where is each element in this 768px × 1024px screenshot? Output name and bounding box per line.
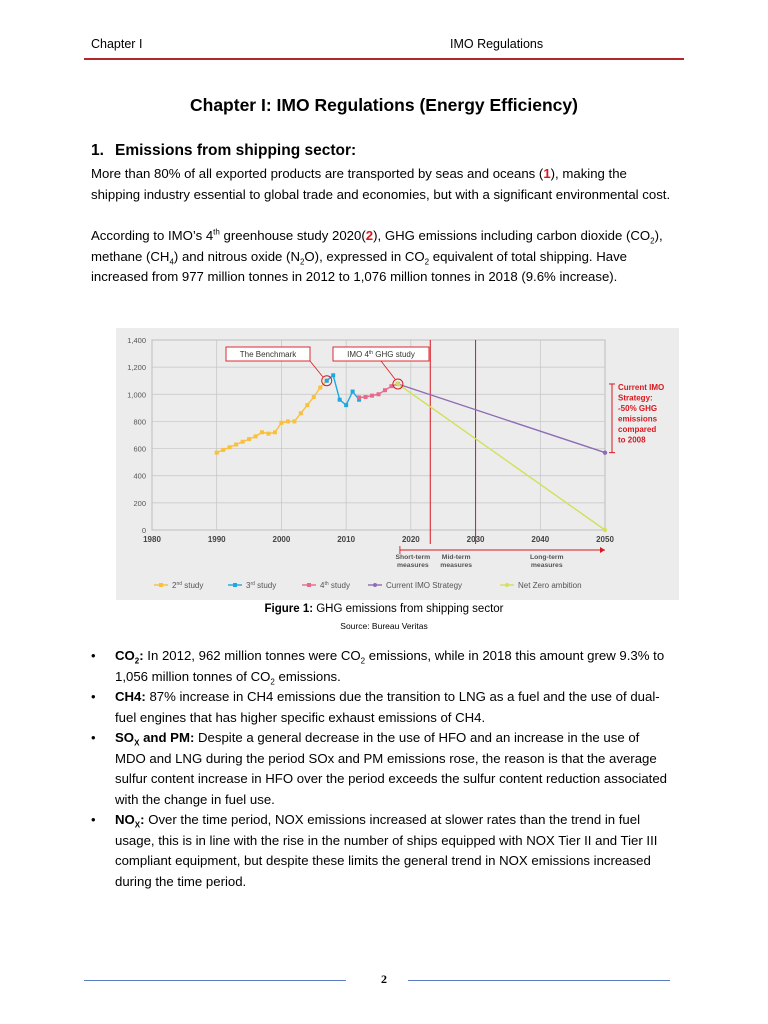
- data-point: [338, 398, 342, 402]
- y-tick-label: 1,200: [127, 363, 146, 373]
- data-point: [299, 411, 303, 415]
- bullet-label: [115, 648, 144, 666]
- x-tick-label: 2050: [596, 535, 614, 544]
- text-run: ), methane (CH: [91, 228, 663, 264]
- measures-arrow-head: [600, 547, 605, 553]
- benchmark-label: The Benchmark: [239, 350, 297, 359]
- subscript: 4: [169, 257, 174, 267]
- bullet-co2: [91, 646, 671, 687]
- y-tick-label: 0: [141, 526, 146, 535]
- section-number: 1.: [91, 142, 104, 159]
- reference-link[interactable]: 1: [543, 166, 551, 181]
- x-tick-label: 2000: [272, 535, 291, 544]
- strategy-note-line: emissions: [618, 414, 658, 424]
- data-point: [312, 395, 316, 399]
- data-point: [215, 451, 219, 455]
- data-point: [603, 528, 607, 532]
- section-heading: [91, 142, 356, 160]
- data-point: [286, 419, 290, 423]
- label-text: CO: [115, 648, 135, 663]
- y-tick-label: 800: [133, 417, 146, 427]
- legend-label: 2nd study: [172, 581, 204, 590]
- label-text: :: [140, 812, 145, 827]
- data-point: [318, 386, 322, 390]
- data-point: [364, 395, 368, 399]
- data-point: [260, 430, 264, 434]
- header-rule: [84, 58, 684, 60]
- data-point: [234, 443, 238, 447]
- x-tick-label: 1980: [143, 535, 161, 544]
- bullet-marker: •: [91, 730, 96, 745]
- subscript: 2: [424, 257, 430, 267]
- text-run: ), GHG emissions including carbon dioxide (CO: [373, 228, 651, 243]
- data-point: [377, 392, 381, 396]
- subscript: 2: [360, 656, 366, 666]
- legend-swatch-marker: [373, 583, 377, 587]
- legend-label: Net Zero ambition: [518, 581, 582, 590]
- subscript: X: [134, 820, 141, 830]
- paragraph-ghg: [91, 226, 679, 288]
- header-chapter: Chapter I: [91, 37, 143, 51]
- text-run: ), making the shipping industry essential to global trade and economies, but with a significant environmental cost.: [91, 166, 671, 202]
- data-point: [344, 403, 348, 407]
- section-title: Emissions from shipping sector:: [115, 142, 357, 159]
- bullet-text: In 2012, 962 million tonnes were CO: [143, 648, 361, 663]
- text-run: equivalent of total shipping. Have increased from 977 million tonnes in 2012 to 1,076 million tonnes in 2018 (9.6% increase).: [91, 248, 628, 284]
- strategy-note-line: Strategy:: [618, 393, 653, 403]
- y-tick-label: 400: [133, 471, 146, 481]
- caption-text: GHG emissions from shipping sector: [313, 603, 504, 615]
- figure-source: Source: Bureau Veritas: [340, 621, 428, 631]
- subscript: 2: [134, 656, 140, 666]
- bullet-ch4: [91, 687, 671, 728]
- x-tick-label: 2020: [401, 535, 420, 544]
- strategy-note-line: -50% GHG: [618, 403, 658, 413]
- data-point: [351, 390, 355, 394]
- legend-swatch-marker: [505, 583, 509, 587]
- legend-swatch-marker: [233, 583, 237, 587]
- bullet-label: [115, 812, 145, 830]
- text-run: More than 80% of all exported products are transported by seas and oceans (: [91, 166, 544, 181]
- bullet-text: emissions.: [274, 668, 341, 684]
- strategy-note-line: Current IMO: [618, 382, 665, 392]
- subscript: X: [134, 738, 140, 748]
- data-point: [254, 434, 258, 438]
- legend-label: 4th study: [320, 581, 350, 590]
- plot-area: [152, 340, 605, 530]
- text-run: O), expressed in CO: [304, 248, 425, 264]
- emissions-bullet-list: [91, 646, 671, 892]
- text-run: ) and nitrous oxide (N: [173, 248, 300, 264]
- long-term-label: Long-term: [529, 554, 564, 561]
- x-tick-label: 2040: [531, 535, 550, 544]
- legend-label: Current IMO Strategy: [386, 581, 463, 590]
- label-text: SO: [115, 730, 135, 745]
- data-point: [357, 395, 361, 399]
- bullet-sox-pm: [91, 728, 671, 810]
- bullet-marker: •: [91, 812, 96, 827]
- bullet-label: [115, 730, 195, 748]
- paragraph-intro: [91, 164, 679, 205]
- header-topic: IMO Regulations: [450, 37, 544, 51]
- x-tick-label: 2030: [466, 535, 485, 544]
- data-point: [325, 379, 329, 383]
- label-text: and PM:: [139, 730, 195, 745]
- data-point: [221, 448, 225, 452]
- data-point: [273, 430, 277, 434]
- page-title: Chapter I: IMO Regulations (Energy Efficiency): [190, 95, 578, 115]
- strategy-note-line: to 2008: [618, 435, 646, 445]
- bullet-text: 87% increase in CH4 emissions due the transition to LNG as a fuel and the use of dual-fuel engines that has higher specific exhaust emissions of CH4.: [115, 689, 660, 725]
- data-point: [603, 450, 607, 454]
- y-tick-label: 600: [133, 444, 146, 454]
- mid-term-label: Mid-term: [441, 554, 471, 561]
- subscript: 2: [299, 257, 305, 267]
- bullet-nox: [91, 810, 671, 892]
- page-number: 2: [381, 972, 387, 986]
- data-point: [241, 440, 245, 444]
- label-text: :: [139, 648, 144, 663]
- data-point: [331, 373, 335, 377]
- data-point: [247, 437, 251, 441]
- data-point: [279, 421, 283, 425]
- short-term-label: measures: [396, 562, 429, 569]
- long-term-label: measures: [530, 562, 563, 569]
- bullet-marker: •: [91, 648, 96, 663]
- caption-label: Figure 1:: [264, 603, 314, 615]
- superscript: th: [213, 227, 220, 237]
- y-tick-label: 1,000: [127, 390, 146, 400]
- data-point: [266, 432, 270, 436]
- figure-caption: [0, 603, 768, 615]
- text-run: greenhouse study 2020(: [219, 228, 366, 243]
- short-term-label: Short-term: [395, 554, 431, 561]
- y-tick-label: 200: [133, 498, 146, 508]
- bullet-marker: •: [91, 689, 96, 704]
- chart-svg: [116, 328, 679, 600]
- y-tick-label: 1,400: [127, 336, 146, 345]
- bullet-text: Despite a general decrease in the use of HFO and an increase in the use of MDO and LNG during the period SOx and PM emissions rose, the reason is that the average sulfur content increase in HFO over the period exceeds the sulfur content reduction associated with the change in fuel use.: [115, 730, 667, 807]
- x-tick-label: 1990: [207, 535, 226, 544]
- mid-term-label: measures: [440, 562, 473, 569]
- data-point: [305, 403, 309, 407]
- legend-swatch-marker: [159, 583, 163, 587]
- ghg-emissions-chart: [116, 328, 679, 600]
- reference-link[interactable]: 2: [365, 228, 374, 243]
- label-text: NO: [115, 812, 135, 827]
- data-point: [383, 388, 387, 392]
- subscript: 2: [270, 677, 275, 687]
- footer-rule-right: [408, 980, 670, 981]
- running-header: [91, 37, 667, 57]
- data-point: [228, 445, 232, 449]
- bullet-text: emissions, while in 2018 this amount grew 9.3% to 1,056 million tonnes of CO: [115, 648, 665, 684]
- x-tick-label: 2010: [337, 535, 356, 544]
- subscript: 2: [650, 236, 655, 246]
- strategy-note-line: compared: [618, 424, 657, 434]
- bullet-label: CH4:: [115, 689, 146, 704]
- data-point: [370, 394, 374, 398]
- legend-swatch-marker: [307, 583, 311, 587]
- data-point: [396, 382, 400, 386]
- imo-study-label: IMO 4th GHG study: [347, 350, 415, 359]
- bullet-text: Over the time period, NOX emissions increased at slower rates than the trend in fuel usage, this is in line with the rise in the number of ships equipped with NOX Tier II and Tier III compliant equipment, but despite these limits the general trend in NOX emissions increased during the time period.: [115, 812, 658, 889]
- legend-label: 3rd study: [246, 581, 277, 590]
- data-point: [292, 419, 296, 423]
- text-run: According to IMO’s 4: [91, 228, 214, 243]
